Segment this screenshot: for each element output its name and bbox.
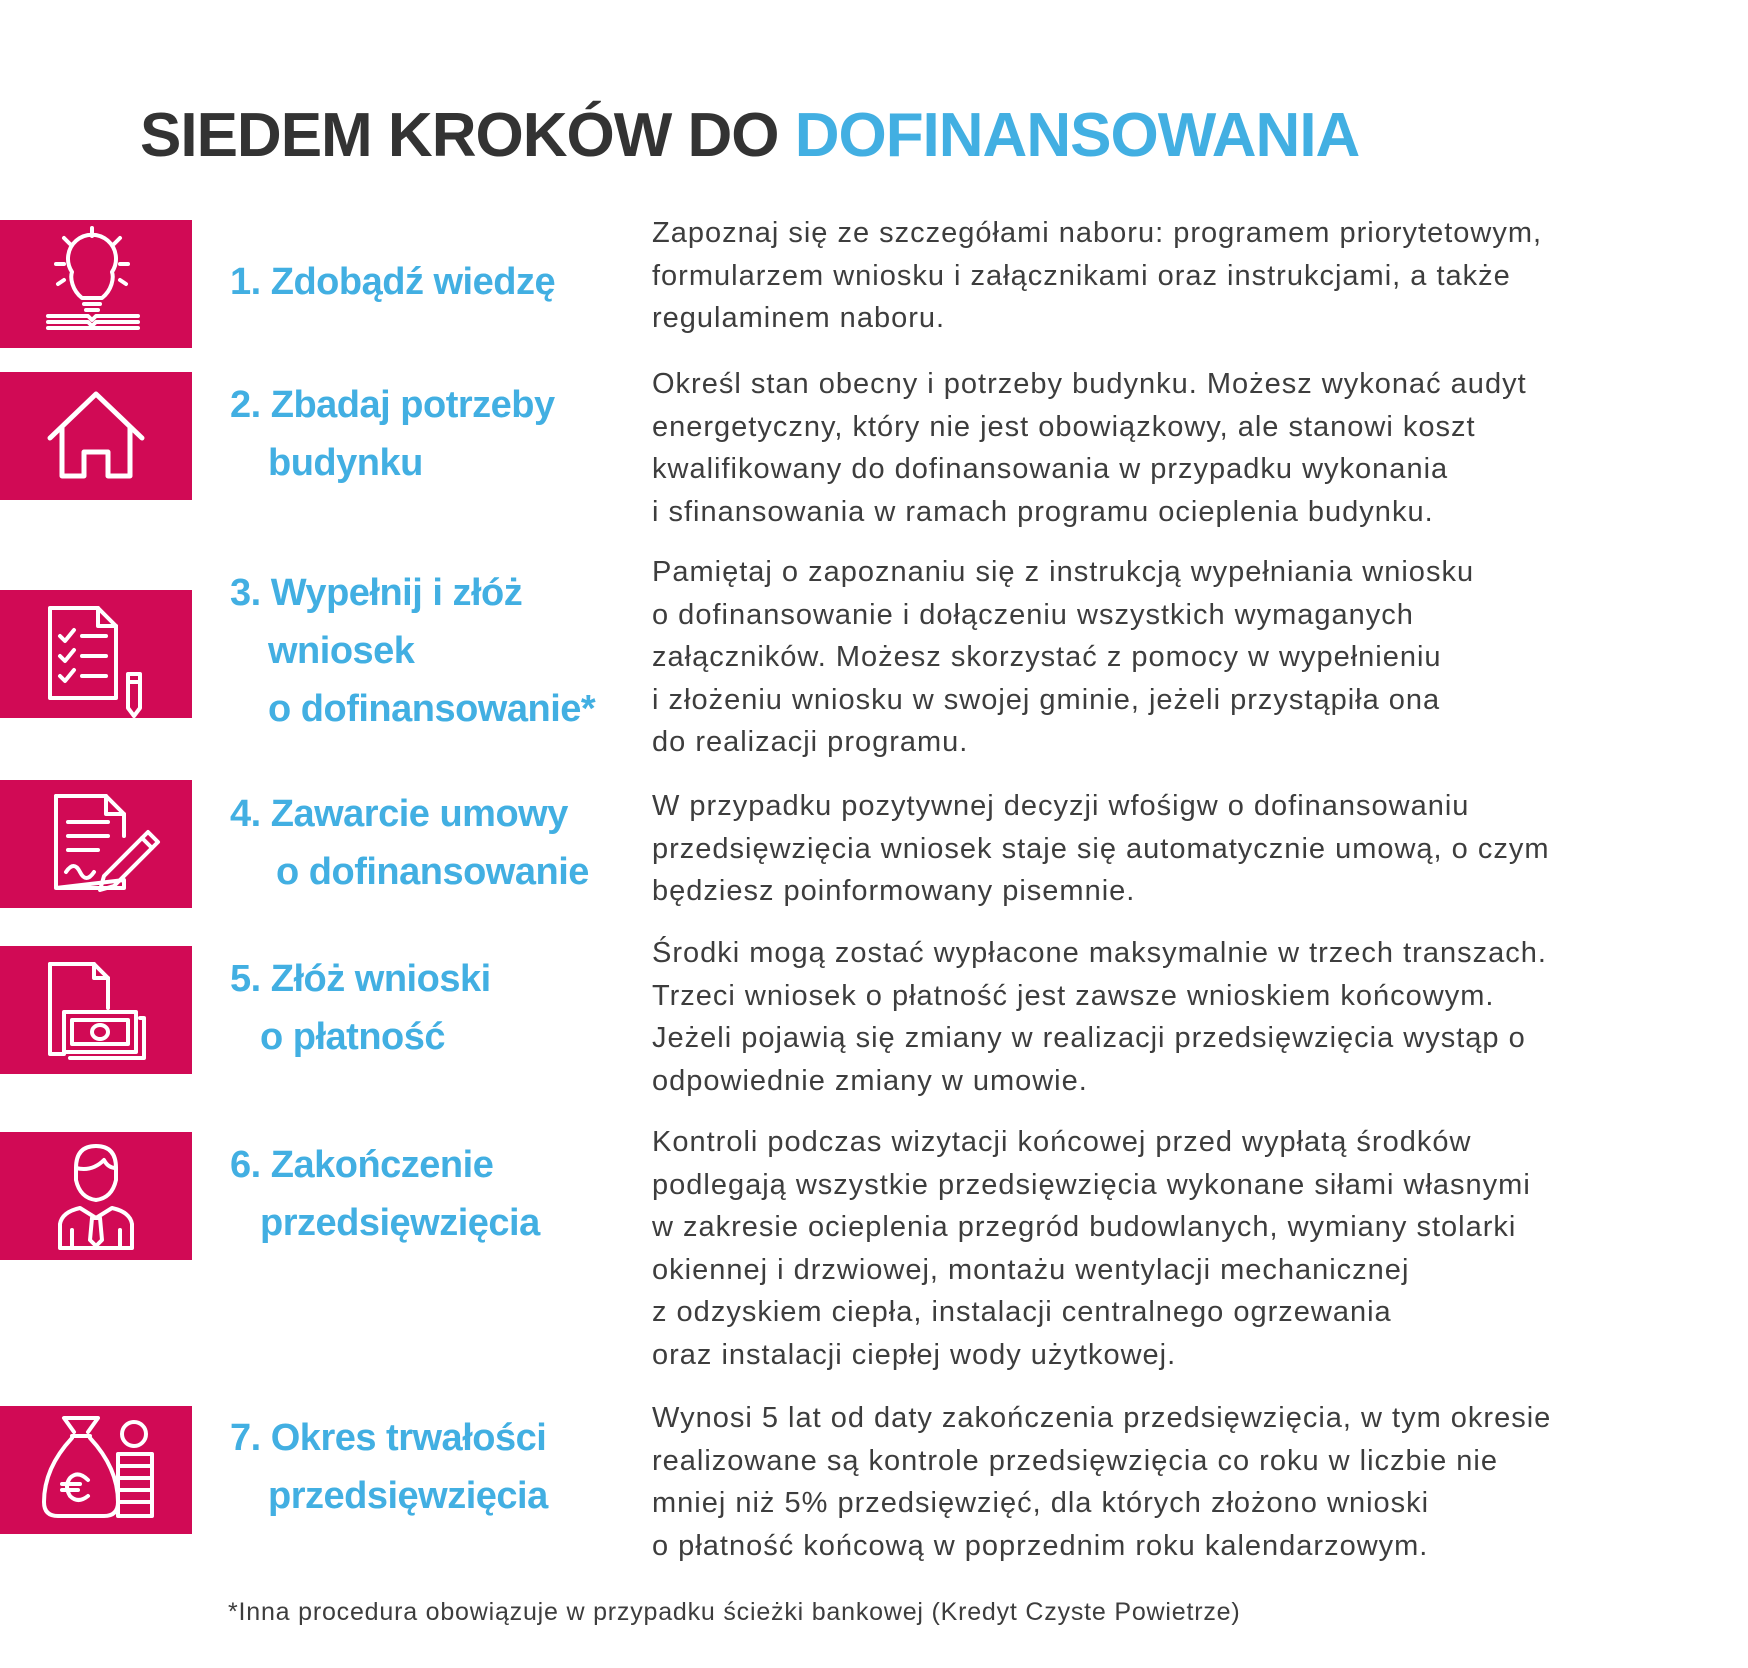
step-4-desc-line: przedsięwzięcia wniosek staje się automatycznie umową, o czym (652, 832, 1550, 865)
step-7-description (652, 1397, 1732, 1567)
step-1-description (652, 212, 1732, 340)
step-3-desc-line: do realizacji programu. (652, 726, 969, 758)
step-3-title-line: wniosek (268, 630, 415, 672)
step-6-title-line: przedsięwzięcia (260, 1202, 540, 1244)
step-1-desc-line: Zapoznaj się ze szczegółami naboru: programem priorytetowym, (652, 217, 1543, 249)
step-4-title-line: 4. Zawarcie umowy (230, 793, 568, 835)
step-7-title-line: 7. Okres trwałości (230, 1417, 547, 1459)
step-3-desc-line: załączników. Możesz skorzystać z pomocy w wypełnieniu (652, 641, 1442, 673)
step-7-desc-line: realizowane są kontrole przedsięwzięcia co roku w liczbie nie (652, 1444, 1498, 1477)
step-5-desc-line: odpowiednie zmiany w umowie. (652, 1064, 1088, 1097)
step-6-description (652, 1121, 1732, 1376)
step-6-desc-line: z odzyskiem ciepła, instalacji centralnego ogrzewania (652, 1296, 1392, 1328)
step-3-title-line: o dofinansowanie* (268, 688, 596, 730)
step-3-title (230, 564, 630, 738)
step-2-desc-line: kwalifikowany do dofinansowania w przypadku wykonania (652, 453, 1449, 485)
step-6-desc-line: podlegają wszystkie przedsięwzięcia wykonane siłami własnymi (652, 1168, 1531, 1201)
step-3-description (652, 551, 1732, 764)
step-1-desc-line: formularzem wniosku i załącznikami oraz instrukcjami, a także (652, 259, 1511, 292)
step-5-desc-line: Środki mogą zostać wypłacone maksymalnie w trzech transzach. (652, 937, 1547, 969)
title-part-highlight: DOFINANSOWANIA (794, 101, 1360, 170)
step-2-description (652, 363, 1732, 533)
step-1-desc-line: regulaminem naboru. (652, 302, 946, 334)
step-2-icon-box (0, 372, 192, 500)
step-2-title (230, 376, 630, 492)
step-4-title-line: o dofinansowanie (276, 851, 589, 893)
step-1-icon-box (0, 220, 192, 348)
step-3-icon-box (0, 590, 192, 718)
step-5-title (230, 950, 630, 1066)
step-2-desc-line: energetyczny, który nie jest obowiązkowy, ale stanowi koszt (652, 410, 1476, 443)
step-7-title (230, 1409, 630, 1525)
page-title (140, 96, 1359, 176)
step-4-title (230, 785, 630, 901)
inspector-person-icon (0, 1132, 192, 1260)
step-5-desc-line: Trzeci wniosek o płatność jest zawsze wnioskiem końcowym. (652, 979, 1495, 1012)
step-1-title-line: 1. Zdobądź wiedzę (230, 261, 556, 303)
step-6-title-line: 6. Zakończenie (230, 1144, 494, 1186)
step-3-title-line: 3. Wypełnij i złóż (230, 572, 523, 614)
step-7-desc-line: o płatność końcową w poprzednim roku kalendarzowym. (652, 1529, 1429, 1562)
step-5-title-line: 5. Złóż wnioski (230, 958, 491, 1000)
contract-signing-icon (0, 780, 192, 908)
step-1-title (230, 253, 630, 311)
step-6-desc-line: w zakresie ocieplenia przegród budowlanych, wymiany stolarki (652, 1211, 1517, 1243)
step-6-desc-line: okiennej i drzwiowej, montażu wentylacji mechanicznej (652, 1253, 1410, 1286)
step-2-title-line: budynku (268, 442, 423, 484)
house-icon (0, 372, 192, 500)
document-money-icon (0, 946, 192, 1074)
step-7-desc-line: Wynosi 5 lat od daty zakończenia przedsięwzięcia, w tym okresie (652, 1402, 1552, 1434)
step-5-desc-line: Jeżeli pojawią się zmiany w realizacji przedsięwzięcia wystąp o (652, 1022, 1526, 1054)
step-6-icon-box (0, 1132, 192, 1260)
step-3-desc-line: i złożeniu wniosku w swojej gminie, jeżeli przystąpiła ona (652, 683, 1441, 716)
money-bag-coins-icon (0, 1406, 192, 1534)
step-5-title-line: o płatność (260, 1016, 446, 1058)
step-2-desc-line: Określ stan obecny i potrzeby budynku. Możesz wykonać audyt (652, 368, 1527, 400)
step-4-icon-box (0, 780, 192, 908)
step-5-icon-box (0, 946, 192, 1074)
step-7-icon-box (0, 1406, 192, 1534)
step-4-desc-line: W przypadku pozytywnej decyzji wfośigw o dofinansowaniu (652, 790, 1470, 822)
checklist-icon (0, 590, 192, 718)
footnote: *Inna procedura obowiązuje w przypadku ścieżki bankowej (Kredyt Czyste Powietrze) (228, 1598, 1241, 1626)
step-4-description (652, 785, 1732, 913)
step-7-title-line: przedsięwzięcia (268, 1475, 548, 1517)
step-4-desc-line: będziesz poinformowany pisemnie. (652, 875, 1136, 907)
step-7-desc-line: mniej niż 5% przedsięwzięć, dla których złożono wnioski (652, 1487, 1430, 1519)
step-3-desc-line: o dofinansowanie i dołączeniu wszystkich wymaganych (652, 598, 1414, 631)
step-5-description (652, 932, 1732, 1102)
step-2-desc-line: i sfinansowania w ramach programu ocieplenia budynku. (652, 495, 1434, 528)
step-3-desc-line: Pamiętaj o zapoznaniu się z instrukcją wypełniania wniosku (652, 556, 1475, 588)
title-part-dark: SIEDEM KROKÓW DO (140, 101, 779, 170)
step-6-title (230, 1136, 630, 1252)
step-6-desc-line: Kontroli podczas wizytacji końcowej przed wypłatą środków (652, 1126, 1472, 1158)
lightbulb-book-icon (0, 220, 192, 348)
step-2-title-line: 2. Zbadaj potrzeby (230, 384, 555, 426)
step-6-desc-line: oraz instalacji ciepłej wody użytkowej. (652, 1338, 1177, 1371)
